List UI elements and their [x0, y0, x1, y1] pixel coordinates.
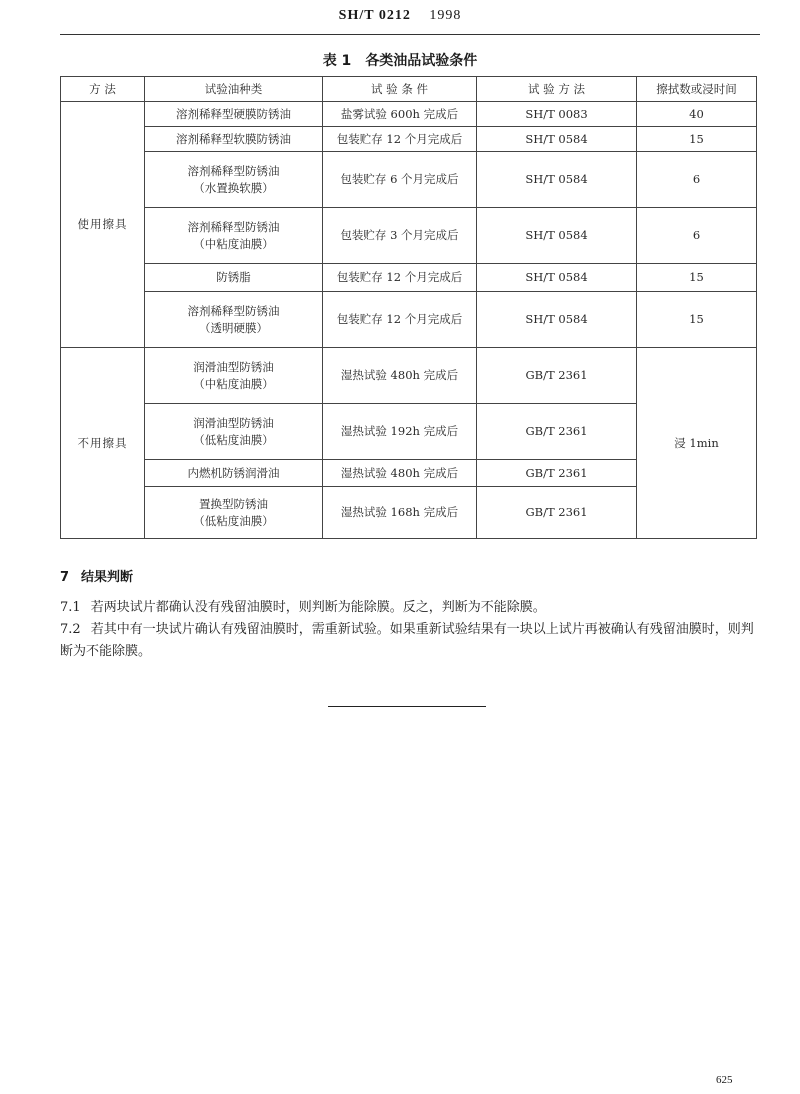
table-row [61, 127, 757, 152]
method-cell: SH/T 0083 [477, 102, 637, 127]
oil-type-cell: 置换型防锈油 （低粘度油膜） [145, 487, 323, 539]
paragraph-7-1 [60, 597, 760, 619]
table-row [61, 348, 757, 404]
page-header [0, 8, 800, 24]
oil-type-cell: 溶剂稀释型防锈油 （水置换软膜） [145, 152, 323, 208]
condition-cell: 包装贮存 6 个月完成后 [323, 152, 477, 208]
oil-type-cell: 溶剂稀释型软膜防锈油 [145, 127, 323, 152]
table-title [0, 50, 800, 70]
oil-type-cell: 溶剂稀释型防锈油 （中粘度油膜） [145, 208, 323, 264]
paragraph-text: 若两块试片都确认没有残留油膜时，则判断为能除膜。反之，判断为不能除膜。 [90, 600, 546, 615]
paragraph-text: 若其中有一块试片确认有残留油膜时，需重新试验。如果重新试验结果有一块以上试片再被确认有残留油膜时，则判断为不能除膜。 [60, 622, 754, 659]
wipe-cell: 15 [637, 292, 757, 348]
header-rule [60, 34, 760, 35]
condition-cell: 包装贮存 12 个月完成后 [323, 292, 477, 348]
table-row [61, 208, 757, 264]
method-cell: SH/T 0584 [477, 127, 637, 152]
table-row [61, 152, 757, 208]
condition-cell: 包装贮存 3 个月完成后 [323, 208, 477, 264]
col-header-test-condition: 试 验 条 件 [323, 77, 477, 102]
paragraph-number: 7.2 [60, 622, 81, 637]
col-header-oil-type: 试验油种类 [145, 77, 323, 102]
wipe-cell: 6 [637, 152, 757, 208]
standard-year: 1998 [429, 8, 462, 23]
immersion-time-cell: 浸 1min [637, 348, 757, 539]
end-rule [328, 706, 486, 707]
condition-cell: 湿热试验 480h 完成后 [323, 460, 477, 487]
page-number: 625 [716, 1074, 733, 1086]
col-header-test-method: 试 验 方 法 [477, 77, 637, 102]
oil-type-cell: 润滑油型防锈油 （低粘度油膜） [145, 404, 323, 460]
wipe-cell: 15 [637, 127, 757, 152]
section-7-title [60, 566, 133, 585]
condition-cell: 包装贮存 12 个月完成后 [323, 127, 477, 152]
col-header-method: 方 法 [61, 77, 145, 102]
method-cell: GB/T 2361 [477, 348, 637, 404]
oil-type-cell: 溶剂稀释型硬膜防锈油 [145, 102, 323, 127]
method-cell: SH/T 0584 [477, 208, 637, 264]
test-conditions-table [60, 76, 757, 539]
method-cell: SH/T 0584 [477, 152, 637, 208]
col-header-wipe: 擦拭数或浸时间 [637, 77, 757, 102]
condition-cell: 湿热试验 168h 完成后 [323, 487, 477, 539]
oil-type-cell: 内燃机防锈润滑油 [145, 460, 323, 487]
condition-cell: 盐雾试验 600h 完成后 [323, 102, 477, 127]
group-use-wipe: 使用擦具 [61, 102, 145, 348]
table-row [61, 264, 757, 292]
method-cell: GB/T 2361 [477, 460, 637, 487]
paragraph-number: 7.1 [60, 600, 81, 615]
table-subtitle: 各类油品试验条件 [365, 53, 478, 69]
method-cell: SH/T 0584 [477, 264, 637, 292]
condition-cell: 湿热试验 480h 完成后 [323, 348, 477, 404]
wipe-cell: 40 [637, 102, 757, 127]
condition-cell: 湿热试验 192h 完成后 [323, 404, 477, 460]
paragraph-7-2 [60, 619, 760, 663]
group-no-wipe: 不用擦具 [61, 348, 145, 539]
oil-type-cell: 溶剂稀释型防锈油 （透明硬膜） [145, 292, 323, 348]
table-number: 表 1 [322, 53, 352, 69]
oil-type-cell: 防锈脂 [145, 264, 323, 292]
table-row [61, 102, 757, 127]
table-row [61, 292, 757, 348]
section-heading: 结果判断 [81, 570, 134, 585]
wipe-cell: 15 [637, 264, 757, 292]
method-cell: GB/T 2361 [477, 404, 637, 460]
table-header-row [61, 77, 757, 102]
wipe-cell: 6 [637, 208, 757, 264]
condition-cell: 包装贮存 12 个月完成后 [323, 264, 477, 292]
oil-type-cell: 润滑油型防锈油 （中粘度油膜） [145, 348, 323, 404]
section-number: 7 [60, 570, 70, 585]
standard-code: SH/T 0212 [338, 8, 411, 23]
method-cell: SH/T 0584 [477, 292, 637, 348]
method-cell: GB/T 2361 [477, 487, 637, 539]
